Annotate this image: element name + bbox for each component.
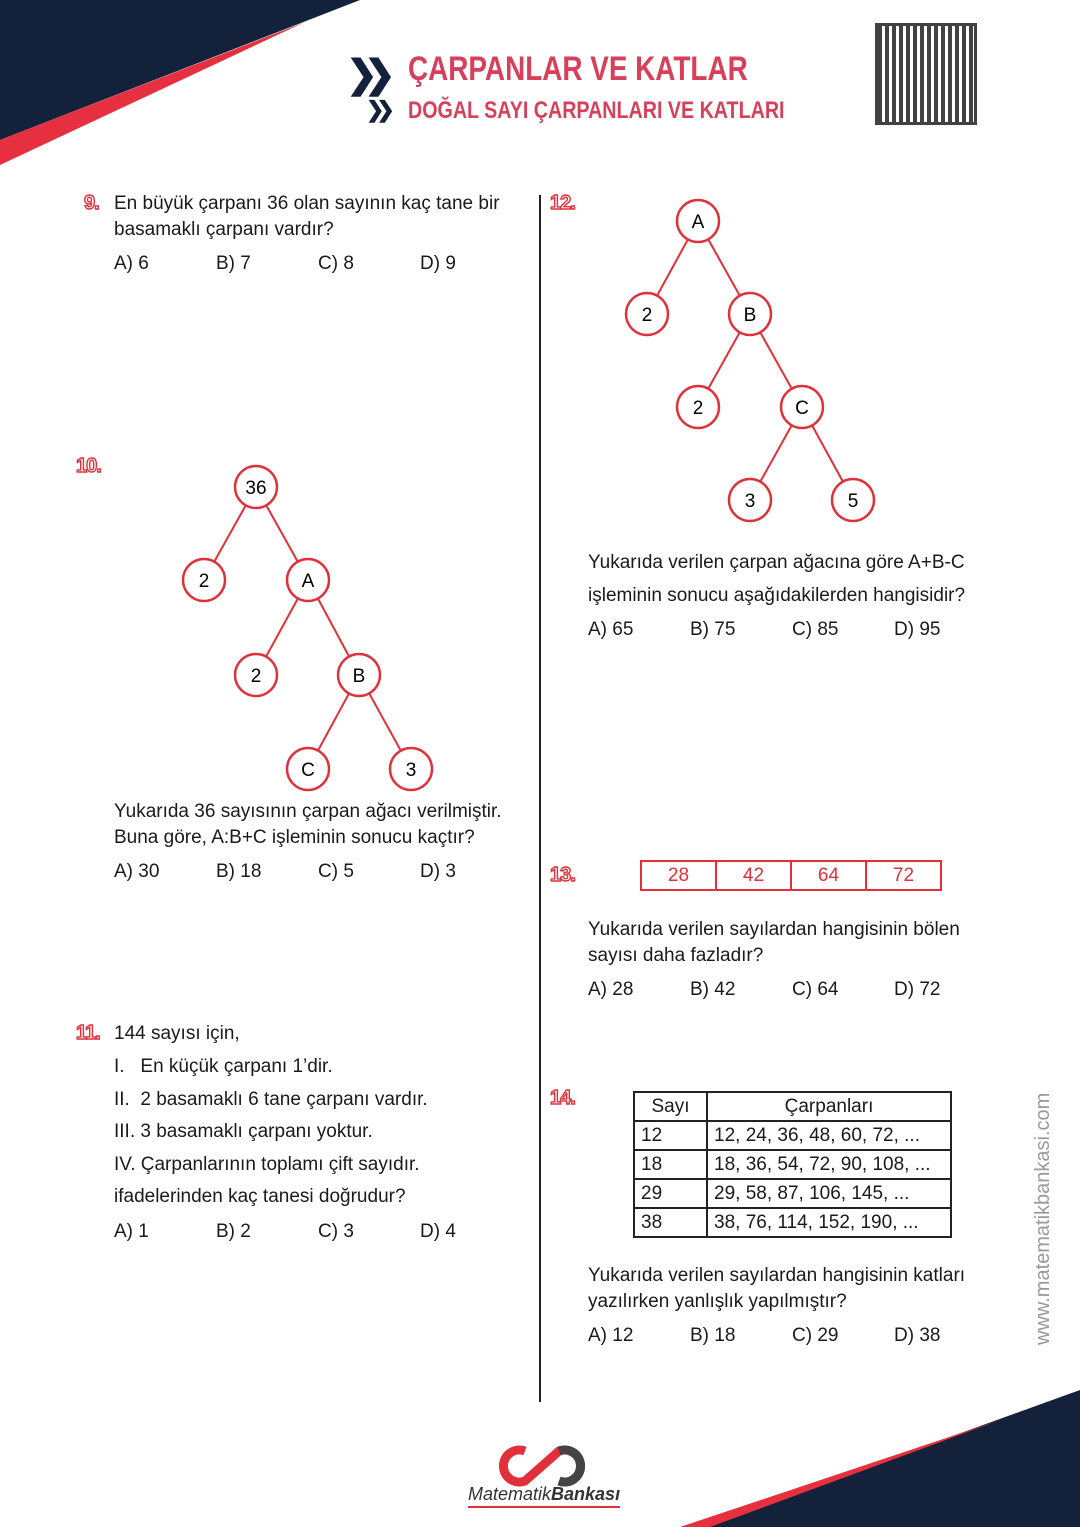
- question-text: Buna göre, A:B+C işleminin sonucu kaçtır?: [114, 827, 475, 848]
- option-b[interactable]: B) 75: [690, 619, 736, 640]
- cell: 12: [634, 1121, 707, 1150]
- option-c[interactable]: C) 8: [318, 253, 354, 274]
- number-cell: 64: [791, 861, 866, 890]
- option-b[interactable]: B) 7: [216, 253, 251, 274]
- tree-node-label: 2: [198, 571, 210, 592]
- option-a[interactable]: A) 12: [588, 1325, 634, 1346]
- number-cell: 42: [716, 861, 791, 890]
- table-row: [634, 1150, 951, 1179]
- option-c[interactable]: C) 29: [792, 1325, 839, 1346]
- website-link: www.matematikbankasi.com: [1032, 1092, 1054, 1345]
- column-header: Çarpanları: [707, 1092, 951, 1121]
- factor-tree: [0, 0, 1080, 540]
- tree-node-label: C: [301, 760, 315, 781]
- question-text: ifadelerinden kaç tanesi doğrudur?: [114, 1186, 406, 1207]
- option-d[interactable]: D) 72: [894, 979, 941, 1000]
- tree-node-label: A: [691, 212, 705, 233]
- option-c[interactable]: C) 5: [318, 861, 354, 882]
- tree-node-label: 3: [405, 760, 417, 781]
- infinity-logo-icon: [497, 1443, 587, 1488]
- cell: 38, 76, 114, 152, 190, ...: [707, 1208, 951, 1237]
- question-text: sayısı daha fazladır?: [588, 945, 764, 966]
- number-cell: 72: [866, 861, 941, 890]
- question-text: En büyük çarpanı 36 olan sayının kaç tane bir: [114, 193, 500, 214]
- tree-node-label: B: [352, 666, 366, 687]
- question-text: Yukarıda 36 sayısının çarpan ağacı verilmiştir.: [114, 801, 502, 822]
- question-text: Yukarıda verilen çarpan ağacına göre A+B-C: [588, 552, 965, 573]
- tree-node-label: C: [795, 398, 809, 419]
- number-cell: 28: [641, 861, 716, 890]
- column-header: Sayı: [634, 1092, 707, 1121]
- cell: 29, 58, 87, 106, 145, ...: [707, 1179, 951, 1208]
- option-b[interactable]: B) 18: [216, 861, 262, 882]
- cell: 18, 36, 54, 72, 90, 108, ...: [707, 1150, 951, 1179]
- cell: 18: [634, 1150, 707, 1179]
- option-b[interactable]: B) 2: [216, 1221, 251, 1242]
- tree-node-label: B: [743, 305, 757, 326]
- question-text: Yukarıda verilen sayılardan hangisinin bölen: [588, 919, 960, 940]
- question-text: Yukarıda verilen sayılardan hangisinin katları: [588, 1265, 966, 1286]
- question-number: 10.: [76, 455, 101, 477]
- option-b[interactable]: B) 42: [690, 979, 736, 1000]
- page-subtitle: DOĞAL SAYI ÇARPANLARI VE KATLARI: [408, 97, 785, 124]
- multiples-table: [633, 1091, 952, 1238]
- question-number: 13.: [550, 864, 575, 886]
- question-text: basamaklı çarpanı vardır?: [114, 219, 334, 240]
- option-d[interactable]: D) 4: [420, 1221, 456, 1242]
- question-number: 12.: [550, 192, 575, 214]
- option-d[interactable]: D) 95: [894, 619, 941, 640]
- table-row: [634, 1179, 951, 1208]
- question-text: yazılırken yanlışlık yapılmıştır?: [588, 1291, 847, 1312]
- option-a[interactable]: A) 30: [114, 861, 160, 882]
- option-c[interactable]: C) 64: [792, 979, 839, 1000]
- tree-node-label: 2: [641, 305, 653, 326]
- question-number: 14.: [550, 1087, 575, 1109]
- statement: III. 3 basamaklı çarpanı yoktur.: [114, 1121, 373, 1142]
- table-row: [634, 1208, 951, 1237]
- tree-node-label: 2: [250, 666, 262, 687]
- option-c[interactable]: C) 85: [792, 619, 839, 640]
- page-title: ÇARPANLAR VE KATLAR: [408, 50, 748, 88]
- option-a[interactable]: A) 65: [588, 619, 634, 640]
- option-d[interactable]: D) 3: [420, 861, 456, 882]
- option-b[interactable]: B) 18: [690, 1325, 736, 1346]
- statement: I. En küçük çarpanı 1’dir.: [114, 1056, 333, 1077]
- option-d[interactable]: D) 38: [894, 1325, 941, 1346]
- cell: 12, 24, 36, 48, 60, 72, ...: [707, 1121, 951, 1150]
- logo-text-bold: Bankası: [551, 1484, 621, 1504]
- option-a[interactable]: A) 1: [114, 1221, 149, 1242]
- statement: IV. Çarpanlarının toplamı çift sayıdır.: [114, 1154, 420, 1175]
- question-text: işleminin sonucu aşağıdakilerden hangisidir?: [588, 585, 966, 606]
- option-a[interactable]: A) 28: [588, 979, 634, 1000]
- tree-node-label: A: [301, 571, 315, 592]
- option-a[interactable]: A) 6: [114, 253, 149, 274]
- statement: II. 2 basamaklı 6 tane çarpanı vardır.: [114, 1089, 428, 1110]
- option-d[interactable]: D) 9: [420, 253, 456, 274]
- table-row: [634, 1121, 951, 1150]
- logo-text: [468, 1484, 620, 1508]
- option-c[interactable]: C) 3: [318, 1221, 354, 1242]
- logo-text-light: Matematik: [468, 1484, 552, 1504]
- cell: 29: [634, 1179, 707, 1208]
- chevron-icon: ❯❯: [346, 54, 382, 96]
- tree-node-label: 2: [692, 398, 704, 419]
- question-number: 11.: [76, 1022, 100, 1044]
- tree-node-label: 36: [245, 478, 267, 499]
- tree-node-label: 3: [744, 491, 756, 512]
- chevron-icon: ❯❯: [366, 97, 387, 122]
- question-text: 144 sayısı için,: [114, 1023, 240, 1044]
- number-box: [640, 860, 942, 891]
- question-number: 9.: [84, 192, 99, 214]
- cell: 38: [634, 1208, 707, 1237]
- tree-node-label: 5: [847, 491, 859, 512]
